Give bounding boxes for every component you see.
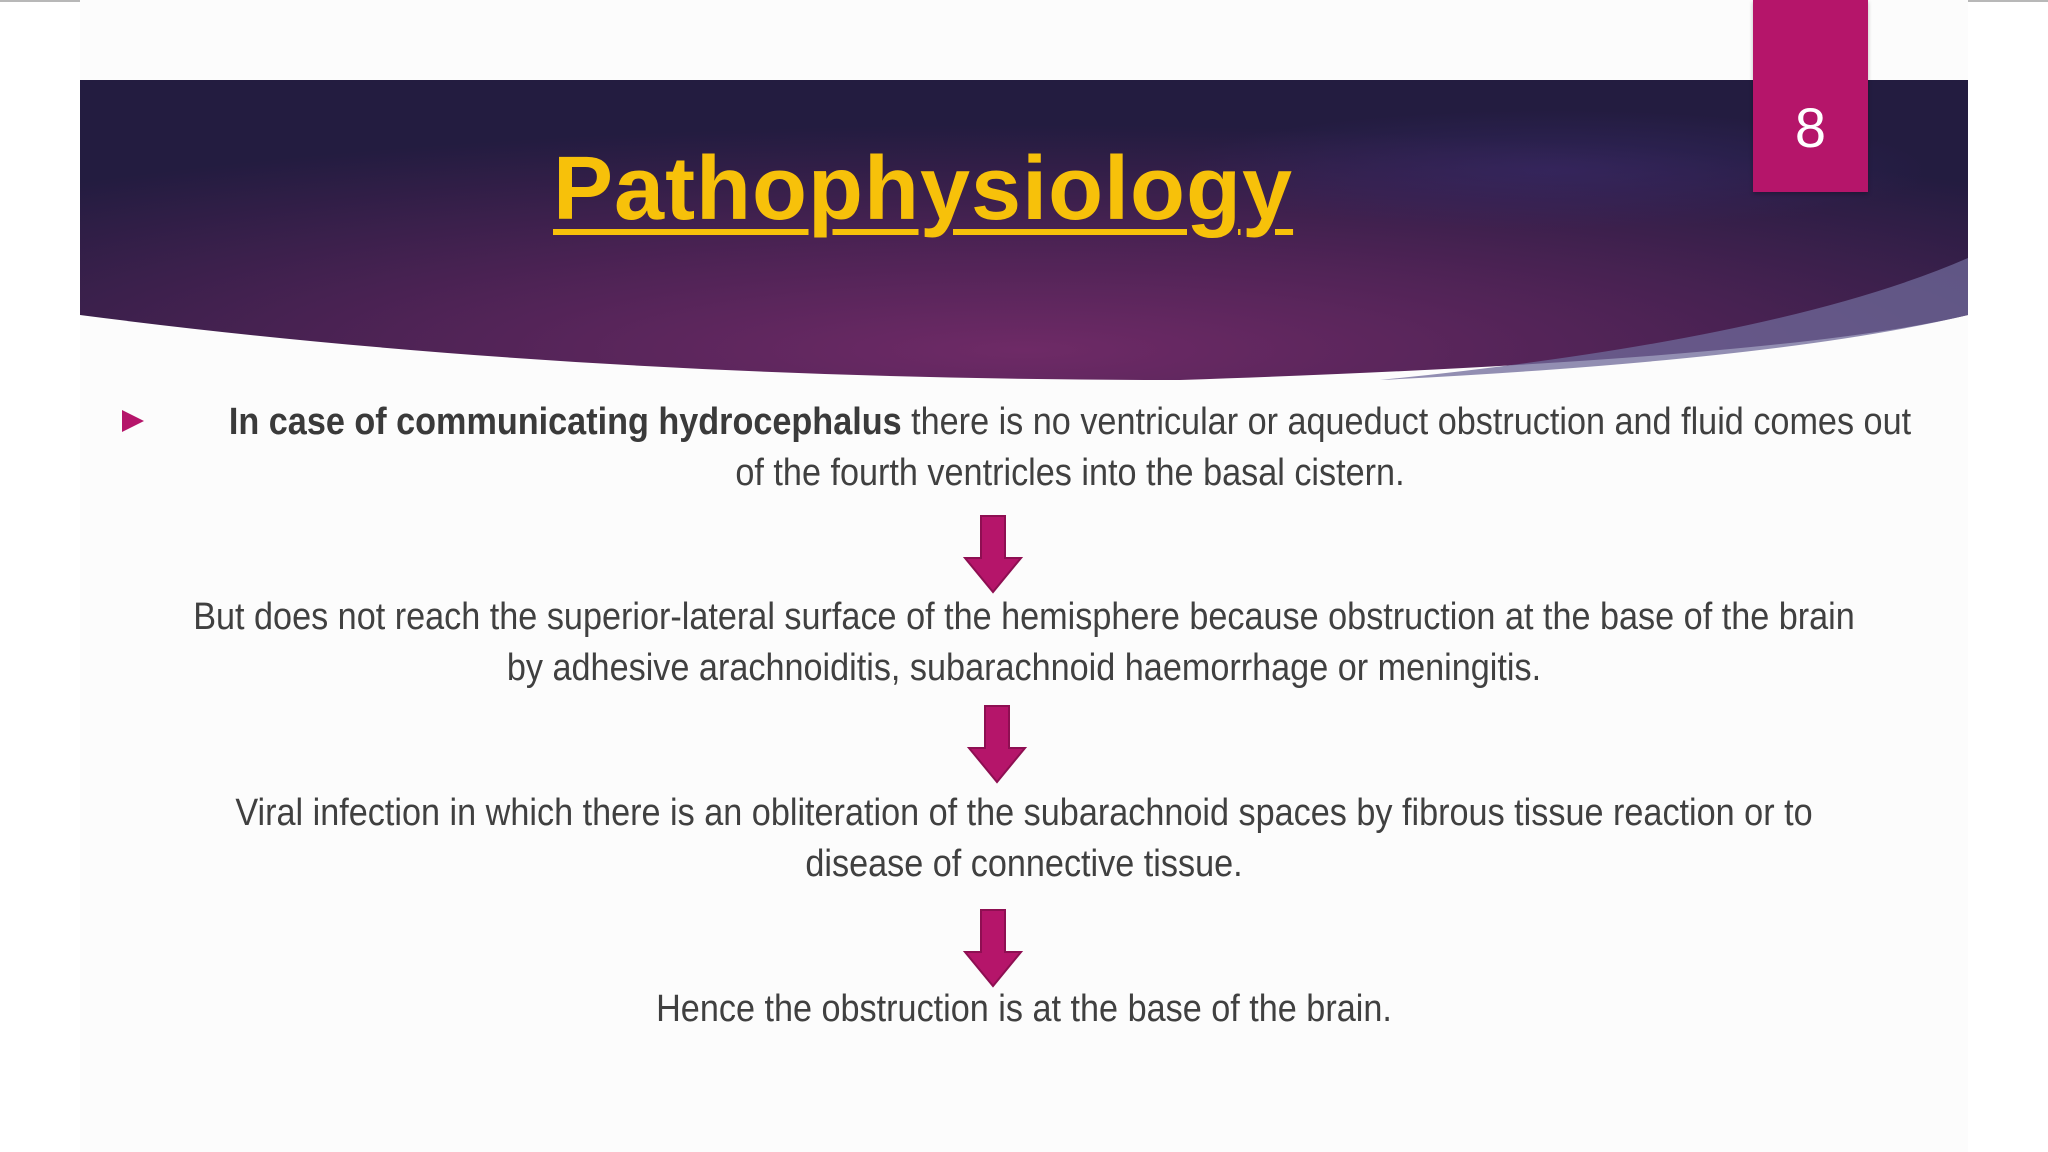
point-bold-lead: In case of communicating hydrocephalus xyxy=(228,401,902,443)
triangle-right-icon xyxy=(122,410,144,432)
arrow-down-icon xyxy=(966,704,1028,784)
point-viral-infection: Viral infection in which there is an obliteration of the subarachnoid spaces by fibrous tissue reaction or to disease of connective tissue. xyxy=(235,792,1813,885)
arrow-down-icon xyxy=(962,908,1024,988)
slide-title: Pathophysiology xyxy=(553,139,1294,239)
page-number-tab xyxy=(1753,0,1868,192)
point-conclusion: Hence the obstruction is at the base of the brain. xyxy=(656,988,1392,1030)
point-continuation: there is no ventricular or aqueduct obstruction and fluid comes out of the fourth ventricles into the basal cistern. xyxy=(735,401,1912,494)
point-superior-lateral-surface: But does not reach the superior-lateral surface of the hemisphere because obstruction at the base of the brain by adhesive arachnoiditis, subarachnoid haemorrhage or meningitis. xyxy=(193,596,1855,689)
page-number: 8 xyxy=(1794,96,1827,159)
arrow-down-icon xyxy=(962,514,1024,594)
point-communicating-hydrocephalus xyxy=(215,397,1925,499)
